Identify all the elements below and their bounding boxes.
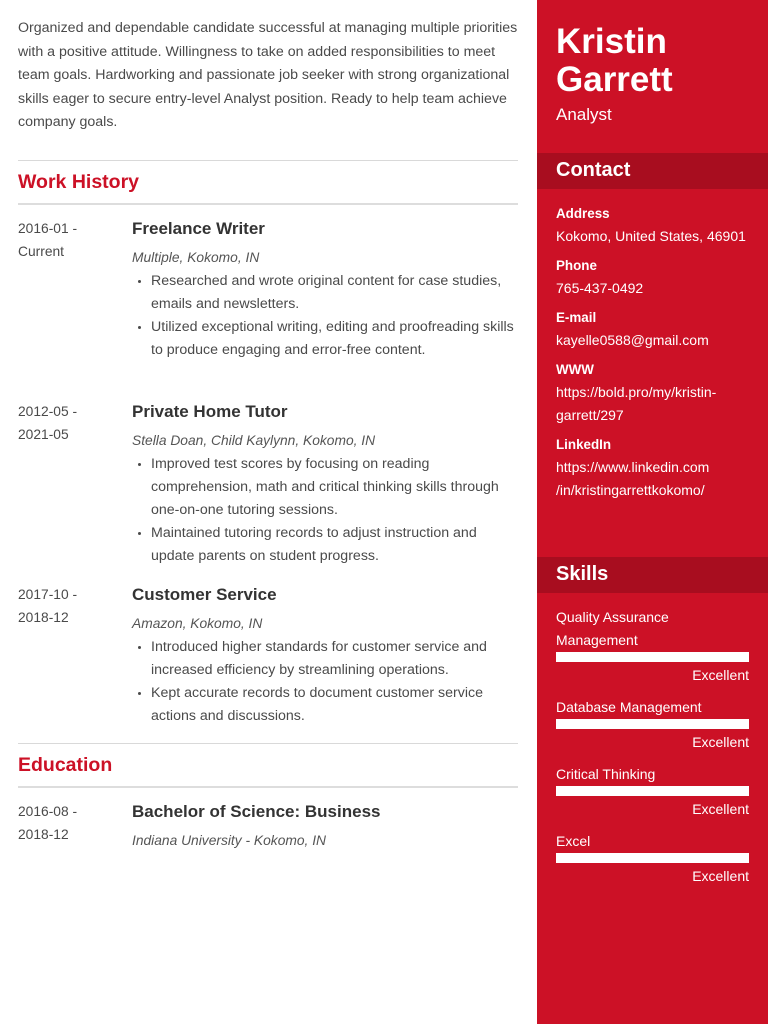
skills-title: Skills <box>556 563 609 585</box>
work-date-end: 2021-05 <box>18 426 69 442</box>
skills-header <box>537 557 768 593</box>
work-entry-body <box>132 583 518 728</box>
skill-item <box>556 696 749 752</box>
work-entry <box>18 400 518 583</box>
education-entry <box>18 800 518 860</box>
skill-item <box>556 830 749 886</box>
contact-list <box>556 202 756 508</box>
skill-level: Excellent <box>692 734 749 750</box>
work-history-title: Work History <box>18 170 139 193</box>
school-name: Indiana University - Kokomo, IN <box>132 832 326 848</box>
contact-header <box>537 153 768 189</box>
skill-name: Database Management <box>556 699 702 715</box>
professional-summary: Organized and dependable candidate successful at managing multiple priorities with a positive attitude. Willingness to take on added responsibilities to meet team goals. Hardworking and passionate job seeker with strong organizational skills eager to secure entry-level Analyst position. Ready to help team achieve company goals. <box>18 20 518 130</box>
skill-bar <box>556 719 749 729</box>
work-history-header <box>18 160 518 205</box>
skill-bar-fill <box>556 853 749 863</box>
skill-item <box>556 763 749 819</box>
work-date-start: 2017-10 - <box>18 586 78 602</box>
skill-bar-fill <box>556 652 749 662</box>
skill-bar-fill <box>556 719 749 729</box>
skills-list <box>556 606 749 897</box>
job-title: Freelance Writer <box>132 218 265 238</box>
education-date-start: 2016-08 - <box>18 803 78 819</box>
job-employer: Stella Doan, Child Kaylynn, Kokomo, IN <box>132 432 376 448</box>
contact-label: E-mail <box>556 310 597 325</box>
skill-level: Excellent <box>692 801 749 817</box>
skill-name: Excel <box>556 833 591 849</box>
sidebar <box>537 0 768 1024</box>
contact-label: LinkedIn <box>556 437 612 452</box>
work-date <box>18 217 118 263</box>
work-date-start: 2016-01 - <box>18 220 78 236</box>
contact-label: Phone <box>556 258 597 273</box>
work-history-list <box>18 217 518 743</box>
skill-bar-fill <box>556 786 749 796</box>
contact-item-linkedin <box>556 433 756 502</box>
contact-value: 765-437-0492 <box>556 280 644 296</box>
job-title: Private Home Tutor <box>132 401 288 421</box>
skill-name: Critical Thinking <box>556 766 656 782</box>
education-entry-body <box>132 800 518 852</box>
work-date-end: 2018-12 <box>18 609 69 625</box>
contact-value: https://www.linkedin.com /in/kristingarrettkokomo/ <box>556 459 710 498</box>
contact-value: https://bold.pro/my/kristin-garrett/297 <box>556 384 717 423</box>
work-date-end: Current <box>18 243 65 259</box>
education-date <box>18 800 118 846</box>
work-entry <box>18 583 518 743</box>
skill-bar <box>556 853 749 863</box>
job-employer: Amazon, Kokomo, IN <box>132 615 263 631</box>
education-date-end: 2018-12 <box>18 826 69 842</box>
education-header <box>18 743 518 788</box>
job-bullet: • Kept accurate records to document customer service actions and discussions. <box>151 682 518 728</box>
contact-label: Address <box>556 206 610 221</box>
contact-value: Kokomo, United States, 46901 <box>556 228 746 244</box>
last-name: Garrett <box>556 60 673 99</box>
job-bullet: • Maintained tutoring records to adjust instruction and update parents on student progress. <box>151 522 518 568</box>
contact-item-phone <box>556 254 756 300</box>
education-title: Education <box>18 753 113 776</box>
candidate-role: Analyst <box>556 105 612 124</box>
job-bullets <box>132 270 518 362</box>
contact-item-www <box>556 358 756 427</box>
candidate-name <box>556 23 673 99</box>
job-bullet: • Improved test scores by focusing on reading comprehension, math and critical thinking skills through one-on-one tutoring sessions. <box>151 453 518 522</box>
job-bullet: • Introduced higher standards for customer service and increased efficiency by streamlining operations. <box>151 636 518 682</box>
skill-item <box>556 606 749 685</box>
job-bullets <box>132 453 518 568</box>
job-bullet: • Researched and wrote original content for case studies, emails and newsletters. <box>151 270 518 316</box>
job-employer: Multiple, Kokomo, IN <box>132 249 260 265</box>
first-name: Kristin <box>556 22 667 61</box>
contact-item-email <box>556 306 756 352</box>
skill-level: Excellent <box>692 868 749 884</box>
education-list <box>18 800 518 860</box>
skill-bar <box>556 652 749 662</box>
contact-item-address <box>556 202 756 248</box>
work-date <box>18 583 118 629</box>
work-date <box>18 400 118 446</box>
skill-level: Excellent <box>692 667 749 683</box>
work-entry-body <box>132 217 518 362</box>
work-date-start: 2012-05 - <box>18 403 78 419</box>
job-bullets <box>132 636 518 728</box>
job-bullet: • Utilized exceptional writing, editing and proofreading skills to produce engaging and error-free content. <box>151 316 518 362</box>
contact-label: WWW <box>556 362 594 377</box>
degree-title: Bachelor of Science: Business <box>132 801 381 821</box>
contact-title: Contact <box>556 159 631 181</box>
contact-value: kayelle0588@gmail.com <box>556 332 709 348</box>
skill-bar <box>556 786 749 796</box>
work-entry <box>18 217 518 400</box>
work-entry-body <box>132 400 518 568</box>
skill-name: Quality Assurance Management <box>556 609 669 648</box>
job-title: Customer Service <box>132 584 277 604</box>
main-column <box>18 17 518 860</box>
